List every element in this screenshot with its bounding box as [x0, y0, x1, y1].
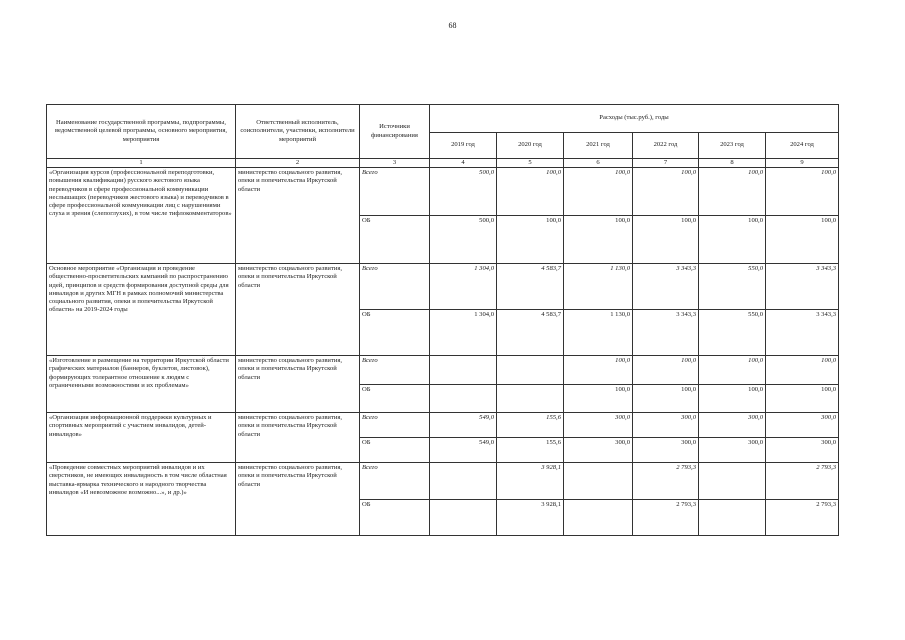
ob-value: 100,0 — [497, 216, 564, 264]
total-value: 100,0 — [699, 356, 766, 385]
table-row — [47, 413, 839, 438]
total-value: 300,0 — [699, 413, 766, 438]
ob-value: 100,0 — [766, 385, 839, 413]
header-expenses: Расходы (тыс.руб.), годы — [430, 105, 839, 133]
total-value: 300,0 — [564, 413, 633, 438]
total-value: 100,0 — [766, 356, 839, 385]
table-row — [47, 168, 839, 216]
ob-value — [430, 500, 497, 536]
header-year: 2024 год — [766, 133, 839, 159]
source-ob-label: ОБ — [360, 438, 430, 463]
ob-value: 3 928,1 — [497, 500, 564, 536]
total-value: 300,0 — [766, 413, 839, 438]
source-total-label: Всего — [360, 168, 430, 216]
source-ob-label: ОБ — [360, 500, 430, 536]
activity-name: Основное мероприятие «Организация и проведение общественно-просветительских кампаний по распространению идей, принципов и средств формирования доступной среды для инвалидов и других МГН в рамках полномочий министерства социального развития, опеки и попечительства Иркутской области» на 2019-2024 годы — [47, 264, 236, 356]
table-row — [47, 356, 839, 385]
total-value: 100,0 — [564, 356, 633, 385]
source-total-label: Всего — [360, 264, 430, 310]
total-value — [430, 463, 497, 500]
total-value: 100,0 — [564, 168, 633, 216]
total-value: 100,0 — [766, 168, 839, 216]
ob-value: 100,0 — [633, 385, 699, 413]
header-sources: Источники финансирования — [360, 105, 430, 159]
column-number: 4 — [430, 159, 497, 168]
ob-value: 1 304,0 — [430, 310, 497, 356]
ob-value: 550,0 — [699, 310, 766, 356]
ob-value: 100,0 — [633, 216, 699, 264]
column-number: 1 — [47, 159, 236, 168]
total-value — [430, 356, 497, 385]
total-value: 549,0 — [430, 413, 497, 438]
financing-table — [46, 104, 839, 536]
header-executor: Ответственный исполнитель, соисполнители, участники, исполнители мероприятий — [236, 105, 360, 159]
ob-value — [699, 500, 766, 536]
ob-value: 300,0 — [699, 438, 766, 463]
ob-value: 155,6 — [497, 438, 564, 463]
total-value: 300,0 — [633, 413, 699, 438]
executor-cell: министерство социального развития, опеки и попечительства Иркутской области — [236, 413, 360, 463]
activity-name: «Проведение совместных мероприятий инвалидов и их сверстников, не имеющих инвалидность в том числе областная выставка-ярмарка технического и народного творчества инвалидов «И невозможное возможно...», и др.)» — [47, 463, 236, 536]
ob-value: 3 343,3 — [633, 310, 699, 356]
ob-value: 100,0 — [564, 385, 633, 413]
activity-name: «Организация информационной поддержки культурных и спортивных мероприятий с участием инвалидов, детей-инвалидов» — [47, 413, 236, 463]
source-total-label: Всего — [360, 356, 430, 385]
column-number: 9 — [766, 159, 839, 168]
source-ob-label: ОБ — [360, 310, 430, 356]
activity-name: «Изготовление и размещение на территории Иркутской области графических материалов (баннеров, буклетов, листовок), формирующих толерантное отношение к людям с ограниченными возможностями и их проблемам» — [47, 356, 236, 413]
total-value: 1 130,0 — [564, 264, 633, 310]
ob-value: 100,0 — [564, 216, 633, 264]
total-value: 550,0 — [699, 264, 766, 310]
total-value: 100,0 — [699, 168, 766, 216]
total-value — [564, 463, 633, 500]
ob-value: 2 793,3 — [766, 500, 839, 536]
ob-value — [564, 500, 633, 536]
ob-value: 500,0 — [430, 216, 497, 264]
column-number: 2 — [236, 159, 360, 168]
total-value: 2 793,3 — [633, 463, 699, 500]
total-value: 3 343,3 — [633, 264, 699, 310]
column-number: 7 — [633, 159, 699, 168]
ob-value: 2 793,3 — [633, 500, 699, 536]
column-number: 5 — [497, 159, 564, 168]
ob-value: 300,0 — [766, 438, 839, 463]
total-value: 1 304,0 — [430, 264, 497, 310]
total-value: 4 583,7 — [497, 264, 564, 310]
total-value: 500,0 — [430, 168, 497, 216]
total-value: 2 793,3 — [766, 463, 839, 500]
ob-value — [497, 385, 564, 413]
header-year: 2022 год — [633, 133, 699, 159]
ob-value: 3 343,3 — [766, 310, 839, 356]
executor-cell: министерство социального развития, опеки и попечительства Иркутской области — [236, 168, 360, 264]
table-row — [47, 463, 839, 500]
header-year: 2021 год — [564, 133, 633, 159]
ob-value: 549,0 — [430, 438, 497, 463]
executor-cell: министерство социального развития, опеки и попечительства Иркутской области — [236, 264, 360, 356]
ob-value: 1 130,0 — [564, 310, 633, 356]
activity-name: «Организация курсов (профессиональной переподготовки, повышения квалификации) русского жестового языка переводчиков в сфере профессиональной коммуникации неслышащих (переводчиков жестового языка) и переводчиков в сфере профессиональной коммуникации лиц с нарушениями слуха и зрения (слепоглухих), в том числе тифлокомментаторов» — [47, 168, 236, 264]
table-row — [47, 264, 839, 310]
ob-value: 100,0 — [699, 385, 766, 413]
header-year: 2020 год — [497, 133, 564, 159]
executor-cell: министерство социального развития, опеки и попечительства Иркутской области — [236, 463, 360, 536]
column-number: 6 — [564, 159, 633, 168]
header-year: 2023 год — [699, 133, 766, 159]
ob-value: 300,0 — [564, 438, 633, 463]
total-value: 100,0 — [497, 168, 564, 216]
ob-value: 4 583,7 — [497, 310, 564, 356]
total-value: 155,6 — [497, 413, 564, 438]
ob-value: 300,0 — [633, 438, 699, 463]
source-total-label: Всего — [360, 413, 430, 438]
ob-value: 100,0 — [766, 216, 839, 264]
executor-cell: министерство социального развития, опеки и попечительства Иркутской области — [236, 356, 360, 413]
page-number: 68 — [448, 21, 457, 30]
total-value — [497, 356, 564, 385]
header-year: 2019 год — [430, 133, 497, 159]
total-value: 3 928,1 — [497, 463, 564, 500]
total-value — [699, 463, 766, 500]
total-value: 100,0 — [633, 168, 699, 216]
column-number: 8 — [699, 159, 766, 168]
total-value: 100,0 — [633, 356, 699, 385]
source-total-label: Всего — [360, 463, 430, 500]
ob-value — [430, 385, 497, 413]
column-number: 3 — [360, 159, 430, 168]
header-name: Наименование государственной программы, подпрограммы, ведомственной целевой программы, основного мероприятия, мероприятия — [47, 105, 236, 159]
ob-value: 100,0 — [699, 216, 766, 264]
column-number-row — [47, 159, 839, 168]
source-ob-label: ОБ — [360, 216, 430, 264]
total-value: 3 343,3 — [766, 264, 839, 310]
source-ob-label: ОБ — [360, 385, 430, 413]
